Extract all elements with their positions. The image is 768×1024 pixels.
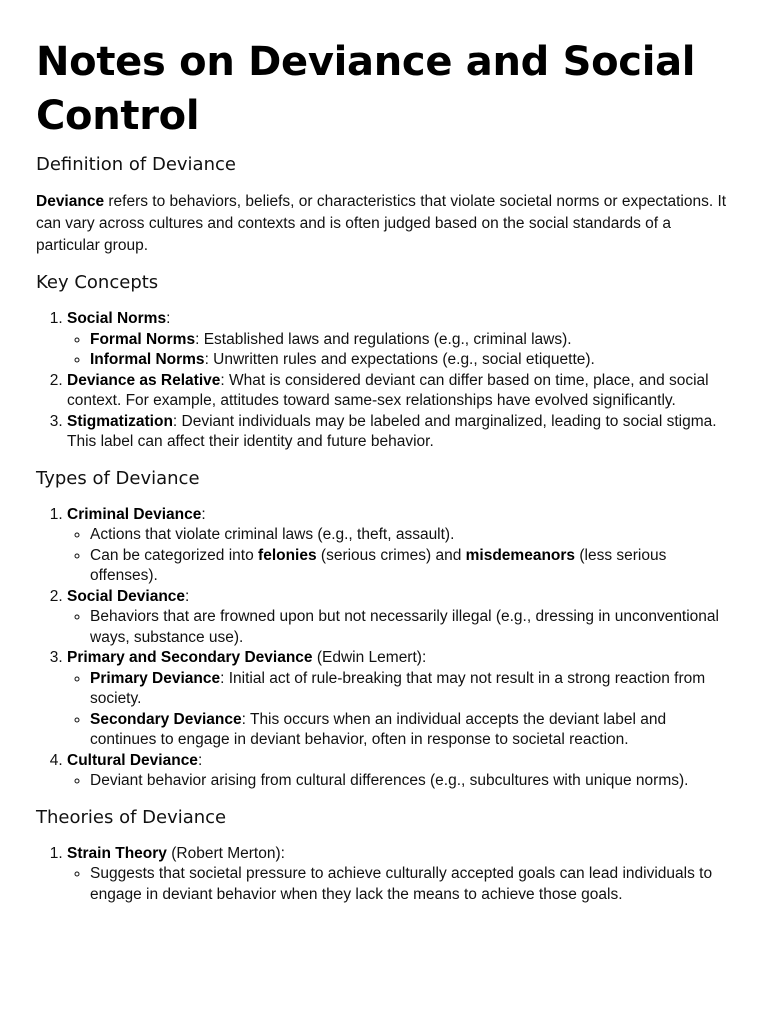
sub-list — [67, 525, 732, 587]
item-term: Stigmatization — [67, 412, 173, 430]
item-term: Primary Deviance — [90, 669, 221, 687]
item-term: Deviance as Relative — [67, 371, 221, 389]
sub-list-item — [90, 330, 732, 351]
sub-list-item: ◦ Suggests that societal pressure to achieve culturally accepted goals can lead individuals to engage in deviant behavior when they lack the means to achieve those goals. — [90, 864, 732, 905]
list-item — [67, 844, 732, 906]
item-term: Cultural Deviance — [67, 751, 198, 769]
item-term: Informal Norms — [90, 351, 205, 368]
sub-list-item: ◦ Deviant behavior arising from cultural differences (e.g., subcultures with unique norms). — [90, 771, 732, 792]
section-heading-definition: Definition of Deviance — [36, 154, 236, 175]
sub-list-item: ◦ Actions that violate criminal laws (e.g., theft, assault). — [90, 525, 732, 546]
item-text: (Edwin Lemert): — [312, 649, 427, 666]
list-item — [67, 371, 732, 412]
list-item — [67, 412, 732, 453]
item-term: Strain Theory — [67, 844, 167, 862]
sub-list-item — [90, 546, 732, 587]
sub-list-item — [90, 669, 732, 710]
item-text: (Robert Merton): — [166, 844, 285, 862]
definition-term: Deviance — [36, 193, 105, 210]
item-text: : Deviant individuals may be labeled and marginalized, leading to social stigma. This label can affect their identity and future behavior. — [67, 412, 717, 450]
sub-list-item: ◦ Behaviors that are frowned upon but not necessarily illegal (e.g., dressing in unconventional ways, substance use). — [90, 607, 732, 648]
sub-list — [67, 864, 732, 905]
item-term: Criminal Deviance — [67, 505, 202, 523]
item-term: Secondary Deviance — [90, 710, 242, 728]
page-title: Notes on Deviance and Social Control — [36, 39, 696, 139]
item-term: misdemeanors — [465, 546, 576, 564]
key-concepts-list — [36, 309, 732, 453]
list-item — [67, 309, 732, 371]
definition-text: refers to behaviors, beliefs, or characteristics that violate societal norms or expectations. It can vary across cultures and contexts and is often judged based on the social standards of a particular group. — [36, 193, 727, 254]
item-text: : Established laws and regulations (e.g., criminal laws). — [195, 330, 572, 348]
item-text: : This occurs when an individual accepts the deviant label and continues to engage in deviant behavior, often in response to societal reaction. — [90, 710, 667, 748]
sub-list-item — [90, 350, 732, 371]
item-text: : — [197, 751, 203, 769]
item-text: : What is considered deviant can differ based on time, place, and social context. For example, attitudes toward same-sex relationships have evolved significantly. — [67, 371, 709, 409]
item-text: : Unwritten rules and expectations (e.g., social etiquette). — [204, 351, 595, 368]
sub-list — [67, 330, 732, 371]
list-item — [67, 648, 732, 751]
item-term: Social Deviance — [67, 587, 186, 605]
theories-list — [36, 844, 732, 906]
item-text: (serious crimes) and — [316, 546, 466, 564]
section-heading-key-concepts: Key Concepts — [36, 272, 159, 293]
item-term: Social Norms — [67, 310, 167, 327]
list-item — [67, 751, 732, 792]
item-text: : — [166, 310, 171, 327]
section-heading-types: Types of Deviance — [36, 467, 200, 489]
section-heading-theories: Theories of Deviance — [36, 806, 227, 828]
item-text: : — [185, 587, 190, 605]
definition-paragraph — [36, 191, 732, 257]
sub-list — [67, 669, 732, 751]
item-text: : Initial act of rule-breaking that may not result in a strong reaction from society. — [90, 669, 706, 707]
types-list — [36, 505, 732, 792]
item-text: (less serious offenses). — [90, 546, 667, 584]
item-text: : — [201, 505, 206, 523]
item-term: Formal Norms — [90, 330, 196, 348]
item-term: Primary and Secondary Deviance — [67, 649, 313, 666]
item-text: Can be categorized into — [90, 546, 259, 564]
list-item — [67, 587, 732, 649]
sub-list-item — [90, 710, 732, 751]
item-term: felonies — [258, 546, 317, 564]
sub-list — [67, 771, 732, 792]
list-item — [67, 505, 732, 587]
sub-list — [67, 607, 732, 648]
